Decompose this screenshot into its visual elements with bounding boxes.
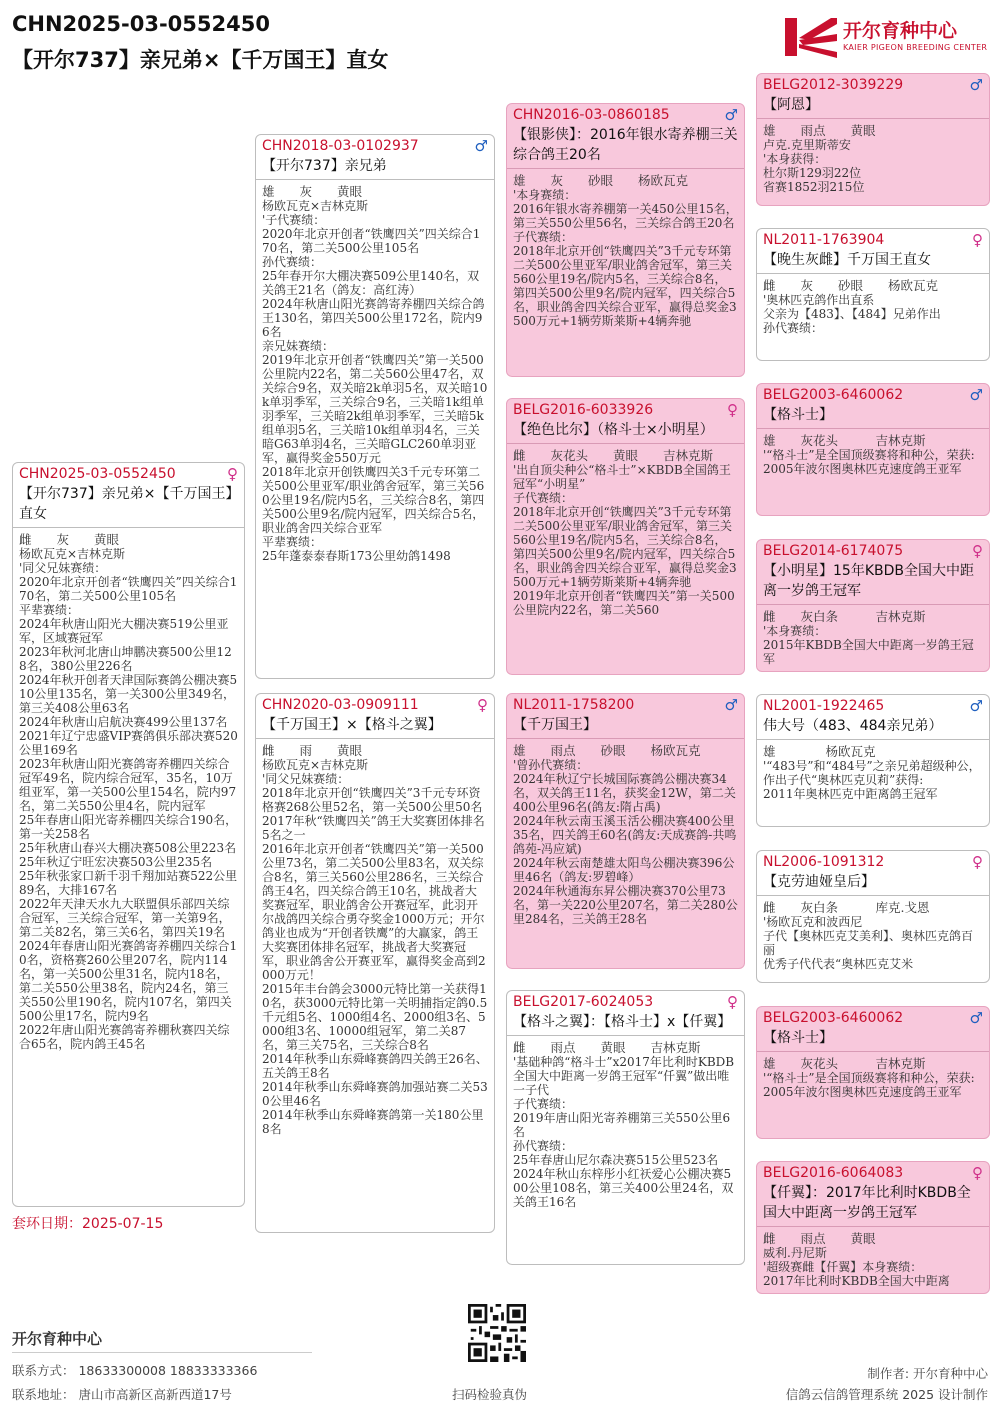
male-icon: ♂ [724,106,738,124]
pigeon-record [757,138,989,194]
pigeon-name: 【仟翼】：2017年比利时KBDB全国大中距离一岁鸽王冠军 [757,1181,989,1227]
record-line: 25年秋张家口新千羽千翔加站赛522公里89名，大排167名 [19,869,238,897]
record-line: 2024年秋通海东昇公棚决赛370公里73名，第一关220公里207名，第二关280公里284名，三关鸽王28名 [513,884,738,926]
record-line: 25年蓬泰泰春斯173公里幼鸽1498 [262,549,451,563]
female-icon: ♀ [972,853,983,871]
record-line: 2020年北京开创者“铁鹰四关”四关综合170名，第二关500公里105名 [19,575,238,603]
pigeon-record [256,199,494,563]
record-line: 孙代赛绩： [513,1139,574,1153]
pigeon-card-paternal-grandmother[interactable] [506,398,745,675]
record-line: 2024年秋辽宁长城国际赛鸽公棚决赛34名，双关鸽王11名，获奖金12W，第二关400公里96名(鸽友:隋占禹) [513,772,736,814]
pigeon-name: 伟大号（483、484亲兄弟） [757,714,989,740]
record-line: '出自顶尖种公“格斗士”×KBDB全国鸽王冠军“小明星” [513,463,731,491]
record-line: '本身获得： [763,152,827,166]
female-icon: ♀ [477,696,488,714]
ring-number: BELG2016-6033926 [513,402,654,418]
male-icon: ♂ [474,137,488,155]
record-line: 孙代赛绩： [262,255,323,269]
pigeon-card-ggp-3[interactable] [756,383,990,516]
pigeon-record [757,448,989,476]
pigeon-attributes: 雌 灰白条 吉林克斯 [763,609,926,624]
pigeon-name: 【晚生灰雌】千万国王直女 [757,248,989,274]
record-line: 2019年北京开创者“铁鹰四关”第一关500公里院内22名，第二关560 [513,589,735,617]
record-line: '子代赛绩： [262,213,326,227]
logo-text-cn: 开尔育种中心 [843,20,958,42]
record-line: 2005年波尔图奥林匹克速度鸽王亚军 [763,462,962,476]
record-line: 25年春开尔大棚决赛509公里140名，双关鸽王21名（鸽友：高红涛） [262,269,480,297]
record-line: 2019年北京开创者“铁鹰四关”第一关500公里院内22名，第二关560公里47名，双关综合9名，双关暗2k单羽5名，双关暗10k单羽季军，三关综合9名，三关暗1k组单羽季军，三关暗2k组单羽季军，三关暗5k组单羽5名，三关暗10k组单羽4名，三关暗G63单羽4名，三关暗GLC260单羽亚军，赢得奖金550万元 [262,353,488,465]
female-icon: ♀ [972,231,983,249]
record-line: '奥林匹克鸽作出直系 [763,293,875,307]
female-icon: ♀ [727,401,738,419]
record-line: 25年春唐山尼尔森决赛515公里523名 [513,1153,719,1167]
ring-number: CHN2018-03-0102937 [262,138,419,154]
pigeon-card-maternal-grandmother[interactable] [506,990,745,1265]
record-line: '本身赛绩： [513,188,577,202]
male-icon: ♂ [969,697,983,715]
pigeon-card-father[interactable] [255,134,495,679]
female-icon: ♀ [727,993,738,1011]
record-line: 2016年北京开创者“铁鹰四关”第一关500公里73名，第二关500公里83名，双关综合8名，第三关560公里286名，三关综合鸽王4名，四关综合鸽王10名，挑战者大奖赛冠军，职业鸽舍公开赛冠军，此羽开尔战鸽四关综合勇夺奖金1000万元；开尔鸽业也成为“开创者铁鹰”的大赢家，鸽王大奖赛团体排名冠军，挑战者大奖赛冠军，职业鸽舍公开赛亚军，赢得奖金高到2000万元！ [262,842,486,982]
pigeon-name: 【格斗之翼】：【格斗士】x【仟翼】 [507,1010,744,1036]
pigeon-card-ggp-8[interactable] [756,1161,990,1294]
pigeon-attributes: 雄 灰 砂眼 杨欧瓦克 [513,173,689,188]
pigeon-name: 【格斗士】 [757,1026,989,1052]
record-line: '基础种鸽“格斗士”x2017年比利时KBDB全国大中距离一岁鸽王冠军“仟翼”做出唯一子代 [513,1055,735,1097]
ring-number: CHN2020-03-0909111 [262,697,419,713]
male-icon: ♂ [724,696,738,714]
record-line: 2021年辽宁忠盛VIP赛鸽俱乐部决赛520公里169名 [19,729,238,757]
record-line: 2017年秋“铁鹰四关”鸽王大奖赛团体排名5名之一 [262,814,485,842]
pigeon-card-ggp-2[interactable] [756,228,990,361]
ring-number: BELG2017-6024053 [513,994,654,1010]
pigeon-name: 【克劳迪娅皇后】 [757,870,989,896]
pigeon-attributes: 雄 灰 黄眼 [262,184,363,199]
record-line: 2018年北京开创铁鹰四关3千元专环第二关500公里亚军/职业鸽舍冠军，第三关560公里19名/院内5名，三关综合8名，第四关500公里9名/院内冠军，四关综合5名，职业鸽舍四关综合亚军 [262,465,485,535]
male-icon: ♂ [969,1009,983,1027]
record-line: '超级赛雌【仟翼】本身赛绩： [763,1260,923,1274]
record-line: 2014年秋季山东舜峰赛鸽第一关180公里8名 [262,1108,484,1136]
pigeon-card-ggp-7[interactable] [756,1006,990,1139]
record-line: 平辈赛绩： [262,535,323,549]
ring-number: CHN2025-03-0552450 [19,466,176,482]
record-line: 子代赛绩： [513,230,574,244]
ring-number: BELG2012-3039229 [763,77,904,93]
ring-number: NL2001-1922465 [763,698,885,714]
pigeon-record [256,758,494,1136]
record-line: 平辈赛绩： [19,603,80,617]
record-line: '本身赛绩： [763,624,827,638]
record-line: '同父兄妹赛绩： [262,772,350,786]
pigeon-record [507,188,744,328]
pigeon-attributes: 雌 雨 黄眼 [262,743,363,758]
pigeon-record [507,758,744,926]
pigeon-attributes: 雌 灰花头 黄眼 吉林克斯 [513,448,714,463]
pigeon-attributes: 雄 灰花头 吉林克斯 [763,433,926,448]
ring-number: BELG2003-6460062 [763,387,904,403]
pigeon-name: 【银影侠】：2016年银水寄养棚三关综合鸽王20名 [507,123,744,169]
record-line: 2024年秋唐山启航决赛499公里137名 [19,715,228,729]
pigeon-record [757,1246,989,1288]
pigeon-attributes: 雄 雨点 砂眼 杨欧瓦克 [513,743,701,758]
pigeon-record [757,759,989,801]
record-line: '曾孙代赛绩： [513,758,589,772]
pigeon-record [757,293,989,335]
record-line: 2024年秋山东梓彤小红祆爱心公棚决赛500公里108名，第三关400公里24名，双关鸽王16名 [513,1167,734,1209]
ring-number: BELG2014-6174075 [763,543,904,559]
record-line: 2020年北京开创者“铁鹰四关”四关综合170名，第二关500公里105名 [262,227,481,255]
record-line: '同父兄妹赛绩： [19,561,107,575]
record-line: '杨欧瓦克和波西尼 [763,915,863,929]
qr-label: 扫码检验真伪 [452,1387,528,1402]
footer-phone: 联系方式： 18633300008 18833333366 [12,1363,258,1378]
record-line: 子代赛绩： [513,1097,574,1111]
record-line: 2024年秋唐山阳光赛鸽寄养棚四关综合鸽王130名，第四关500公里172名，院内96名 [262,297,485,339]
record-line: 子代【奥林匹克艾美利】、奥林匹克鸽百丽 [763,929,974,957]
record-line: 杨欧瓦克×吉林克斯 [262,199,369,213]
record-line: 25年秋唐山春兴大棚决赛508公里223名 [19,841,237,855]
record-line: 2023年秋唐山阳光赛鸽寄养棚四关综合冠军49名，院内综合冠军，35名，10万组亚军，第一关500公里154名，院内97名，第二关550公里4名，院内冠军 [19,757,237,813]
ring-number: NL2006-1091312 [763,854,885,870]
record-line: 孙代赛绩： [763,321,824,335]
record-line: 2024年春唐山阳光赛鸽寄养棚四关综合10名，资格赛260公里207名，院内114名，第一关500公里31名，院内18名，第二关550公里38名，院内24名，第三关550公里190名，院内107名，第四关500公里17名，院内9名 [19,939,238,1023]
record-line: 2011年奥林匹克中距离鸽王冠军 [763,787,938,801]
record-line: '“格斗士”是全国顶级赛将和种公，荣获: [763,1071,975,1085]
female-icon: ♀ [972,542,983,560]
pigeon-card-maternal-grandfather[interactable] [506,693,745,969]
record-line: 2018年北京开创“铁鹰四关”3千元专环资格赛268公里52名，第一关500公里50名 [262,786,483,814]
record-line: 25年秋辽宁旺宏决赛503公里235名 [19,855,213,869]
pigeon-name: 【开尔737】亲兄弟×【千万国王】直女 [13,482,244,528]
pigeon-attributes: 雄 雨点 黄眼 [763,123,876,138]
pigeon-record [507,463,744,617]
ring-number: NL2011-1758200 [513,697,635,713]
ring-number: NL2011-1763904 [763,232,885,248]
record-line: 2017年比利时KBDB全国大中距离 [763,1274,950,1288]
pigeon-record [507,1055,744,1209]
page-subtitle: 【开尔737】亲兄弟×【千万国王】直女 [12,48,389,72]
record-line: 2018年北京开创“铁鹰四关”3千元专环第二关500公里亚军/职业鸽舍冠军，第三关560公里19名/院内5名，三关综合8名，第四关500公里9名/院内冠军，四关综合5名，职业鸽舍四关综合亚军，赢得总奖金3500万元+1辆劳斯莱斯+4辆奔驰 [513,505,737,589]
male-icon: ♂ [969,76,983,94]
pigeon-name: 【格斗士】 [757,403,989,429]
record-line: 省赛1852羽215位 [763,180,865,194]
footer-address: 联系地址： 唐山市高新区高新西道17号 [12,1387,232,1402]
pigeon-name: 【千万国王】 [507,713,744,739]
pigeon-attributes: 雄 灰花头 吉林克斯 [763,1056,926,1071]
record-line: 亲兄妹赛绩： [262,339,335,353]
logo-mark-icon [785,14,837,60]
record-line: 2018年北京开创“铁鹰四关”3千元专环第二关500公里亚军/职业鸽舍冠军，第三关560公里19名/院内5名，三关综合8名，第四关500公里9名/院内冠军，四关综合5名，职业鸽舍四关综合亚军，赢得总奖金3500万元+1辆劳斯莱斯+4辆奔驰 [513,244,737,328]
male-icon: ♂ [969,386,983,404]
pigeon-attributes: 雄 杨欧瓦克 [763,744,876,759]
record-line: 2014年秋季山东舜峰赛鸽加强站赛二关530公里46名 [262,1080,488,1108]
pigeon-card-paternal-grandfather[interactable] [506,103,745,377]
record-line: 2023年秋河北唐山坤鹏决赛500公里128名，380公里226名 [19,645,232,673]
record-line: 2014年秋季山东舜峰赛鸽四关鸽王26名、五关鸽王8名 [262,1052,488,1080]
record-line: 2024年秋开创者天津国际赛鸽公棚决赛510公里135名，第一关300公里349名，第三关408公里63名 [19,673,238,715]
ring-date: 套环日期：2025-07-15 [12,1216,164,1232]
pigeon-name: 【阿恩】 [757,93,989,119]
ring-number: BELG2003-6460062 [763,1010,904,1026]
record-line: 2015年丰台鸽会3000元特比第一关获得10名，获3000元特比第一关明捕指定鸽0.5千元组5名、1000组4名、2000组3名、5000组3名、10000组冠军，第二关87名，第三关75名，三关综合8名 [262,982,488,1052]
pigeon-card-ggp-5[interactable] [756,694,990,827]
record-line: 2019年唐山阳光寄养棚第三关550公里6名 [513,1111,731,1139]
record-line: '“格斗士”是全国顶级赛将和种公，荣获: [763,448,975,462]
female-icon: ♀ [972,1164,983,1182]
record-line: 2016年银水寄养棚第一关450公里15名，第三关550公里56名，三关综合鸽王20名 [513,202,738,230]
record-line: 卢克.克里斯蒂安 [763,138,851,152]
record-line: 优秀子代代表“奥林匹克艾米 [763,957,914,971]
pigeon-name: 【绝色比尔】（格斗士×小明星） [507,418,744,444]
pigeon-record [13,547,244,1051]
pigeon-attributes: 雌 雨点 黄眼 [763,1231,876,1246]
record-line: 2005年波尔图奥林匹克速度鸽王亚军 [763,1085,962,1099]
footer-system: 信鸽云信鸽管理系统 2025 设计制作 [785,1387,988,1402]
record-line: 2024年秋唐山阳光大棚决赛519公里亚军，区域赛冠军 [19,617,229,645]
record-line: 2015年KBDB全国大中距离一岁鸽王冠军 [763,638,974,666]
pigeon-attributes: 雌 灰 砂眼 杨欧瓦克 [763,278,939,293]
pigeon-card-ggp-1[interactable] [756,73,990,206]
page-title-ring: CHN2025-03-0552450 [12,12,270,36]
pigeon-attributes: 雌 灰白条 库克.戈恩 [763,900,930,915]
record-line: 子代赛绩： [513,491,574,505]
footer-divider [12,1352,312,1353]
record-line: 2022年唐山阳光赛鸽寄养棚秋赛四关综合65名，院内鸽王45名 [19,1023,230,1051]
pigeon-attributes: 雌 灰 黄眼 [19,532,120,547]
pigeon-card-mother[interactable] [255,693,495,1233]
record-line: 杨欧瓦克×吉林克斯 [19,547,126,561]
logo-text-en: KAIER PIGEON BREEDING CENTER [843,43,988,52]
footer-center-name: 开尔育种中心 [12,1330,103,1348]
footer-maker: 制作者: 开尔育种中心 [867,1366,988,1381]
record-line: 杜尔斯129羽22位 [763,166,862,180]
record-line: 25年春唐山阳光寄养棚四关综合190名，第一关258名 [19,813,238,841]
pigeon-name: 【开尔737】亲兄弟 [256,154,494,180]
pigeon-name: 【千万国王】×【格斗之翼】 [256,713,494,739]
qr-code-icon[interactable] [468,1304,526,1362]
ring-number: CHN2016-03-0860185 [513,107,670,123]
pigeon-card-subject[interactable] [12,462,245,1207]
record-line: 威利.丹尼斯 [763,1246,827,1260]
brand-logo [785,14,990,60]
record-line: 父亲为【483】、【484】兄弟作出 [763,307,941,321]
record-line: 2024年秋云南楚雄太阳鸟公棚决赛396公里46名（鸽友:罗碧峰） [513,856,735,884]
pigeon-attributes: 雌 雨点 黄眼 吉林克斯 [513,1040,701,1055]
pigeon-record [757,1071,989,1099]
female-icon: ♀ [227,465,238,483]
record-line: '“483号”和“484号”之亲兄弟超级种公，作出子代“奥林匹克贝莉”获得: [763,759,981,787]
pigeon-card-ggp-4[interactable] [756,539,990,672]
pigeon-record [757,915,989,971]
ring-number: BELG2016-6064083 [763,1165,904,1181]
pigeon-record [757,624,989,666]
pigeon-name: 【小明星】15年KBDB全国大中距离一岁鸽王冠军 [757,559,989,605]
record-line: 2024年秋云南玉溪玉活公棚决赛400公里35名，四关鸽王60名(鸽友:天成赛鸽-共鸣鸽苑-冯应斌) [513,814,737,856]
record-line: 杨欧瓦克×吉林克斯 [262,758,369,772]
record-line: 2022年天津天水九大联盟俱乐部四关综合冠军，三关综合冠军，第一关第9名，第二关82名，第三关6名，第四关19名 [19,897,231,939]
pigeon-card-ggp-6[interactable] [756,850,990,983]
